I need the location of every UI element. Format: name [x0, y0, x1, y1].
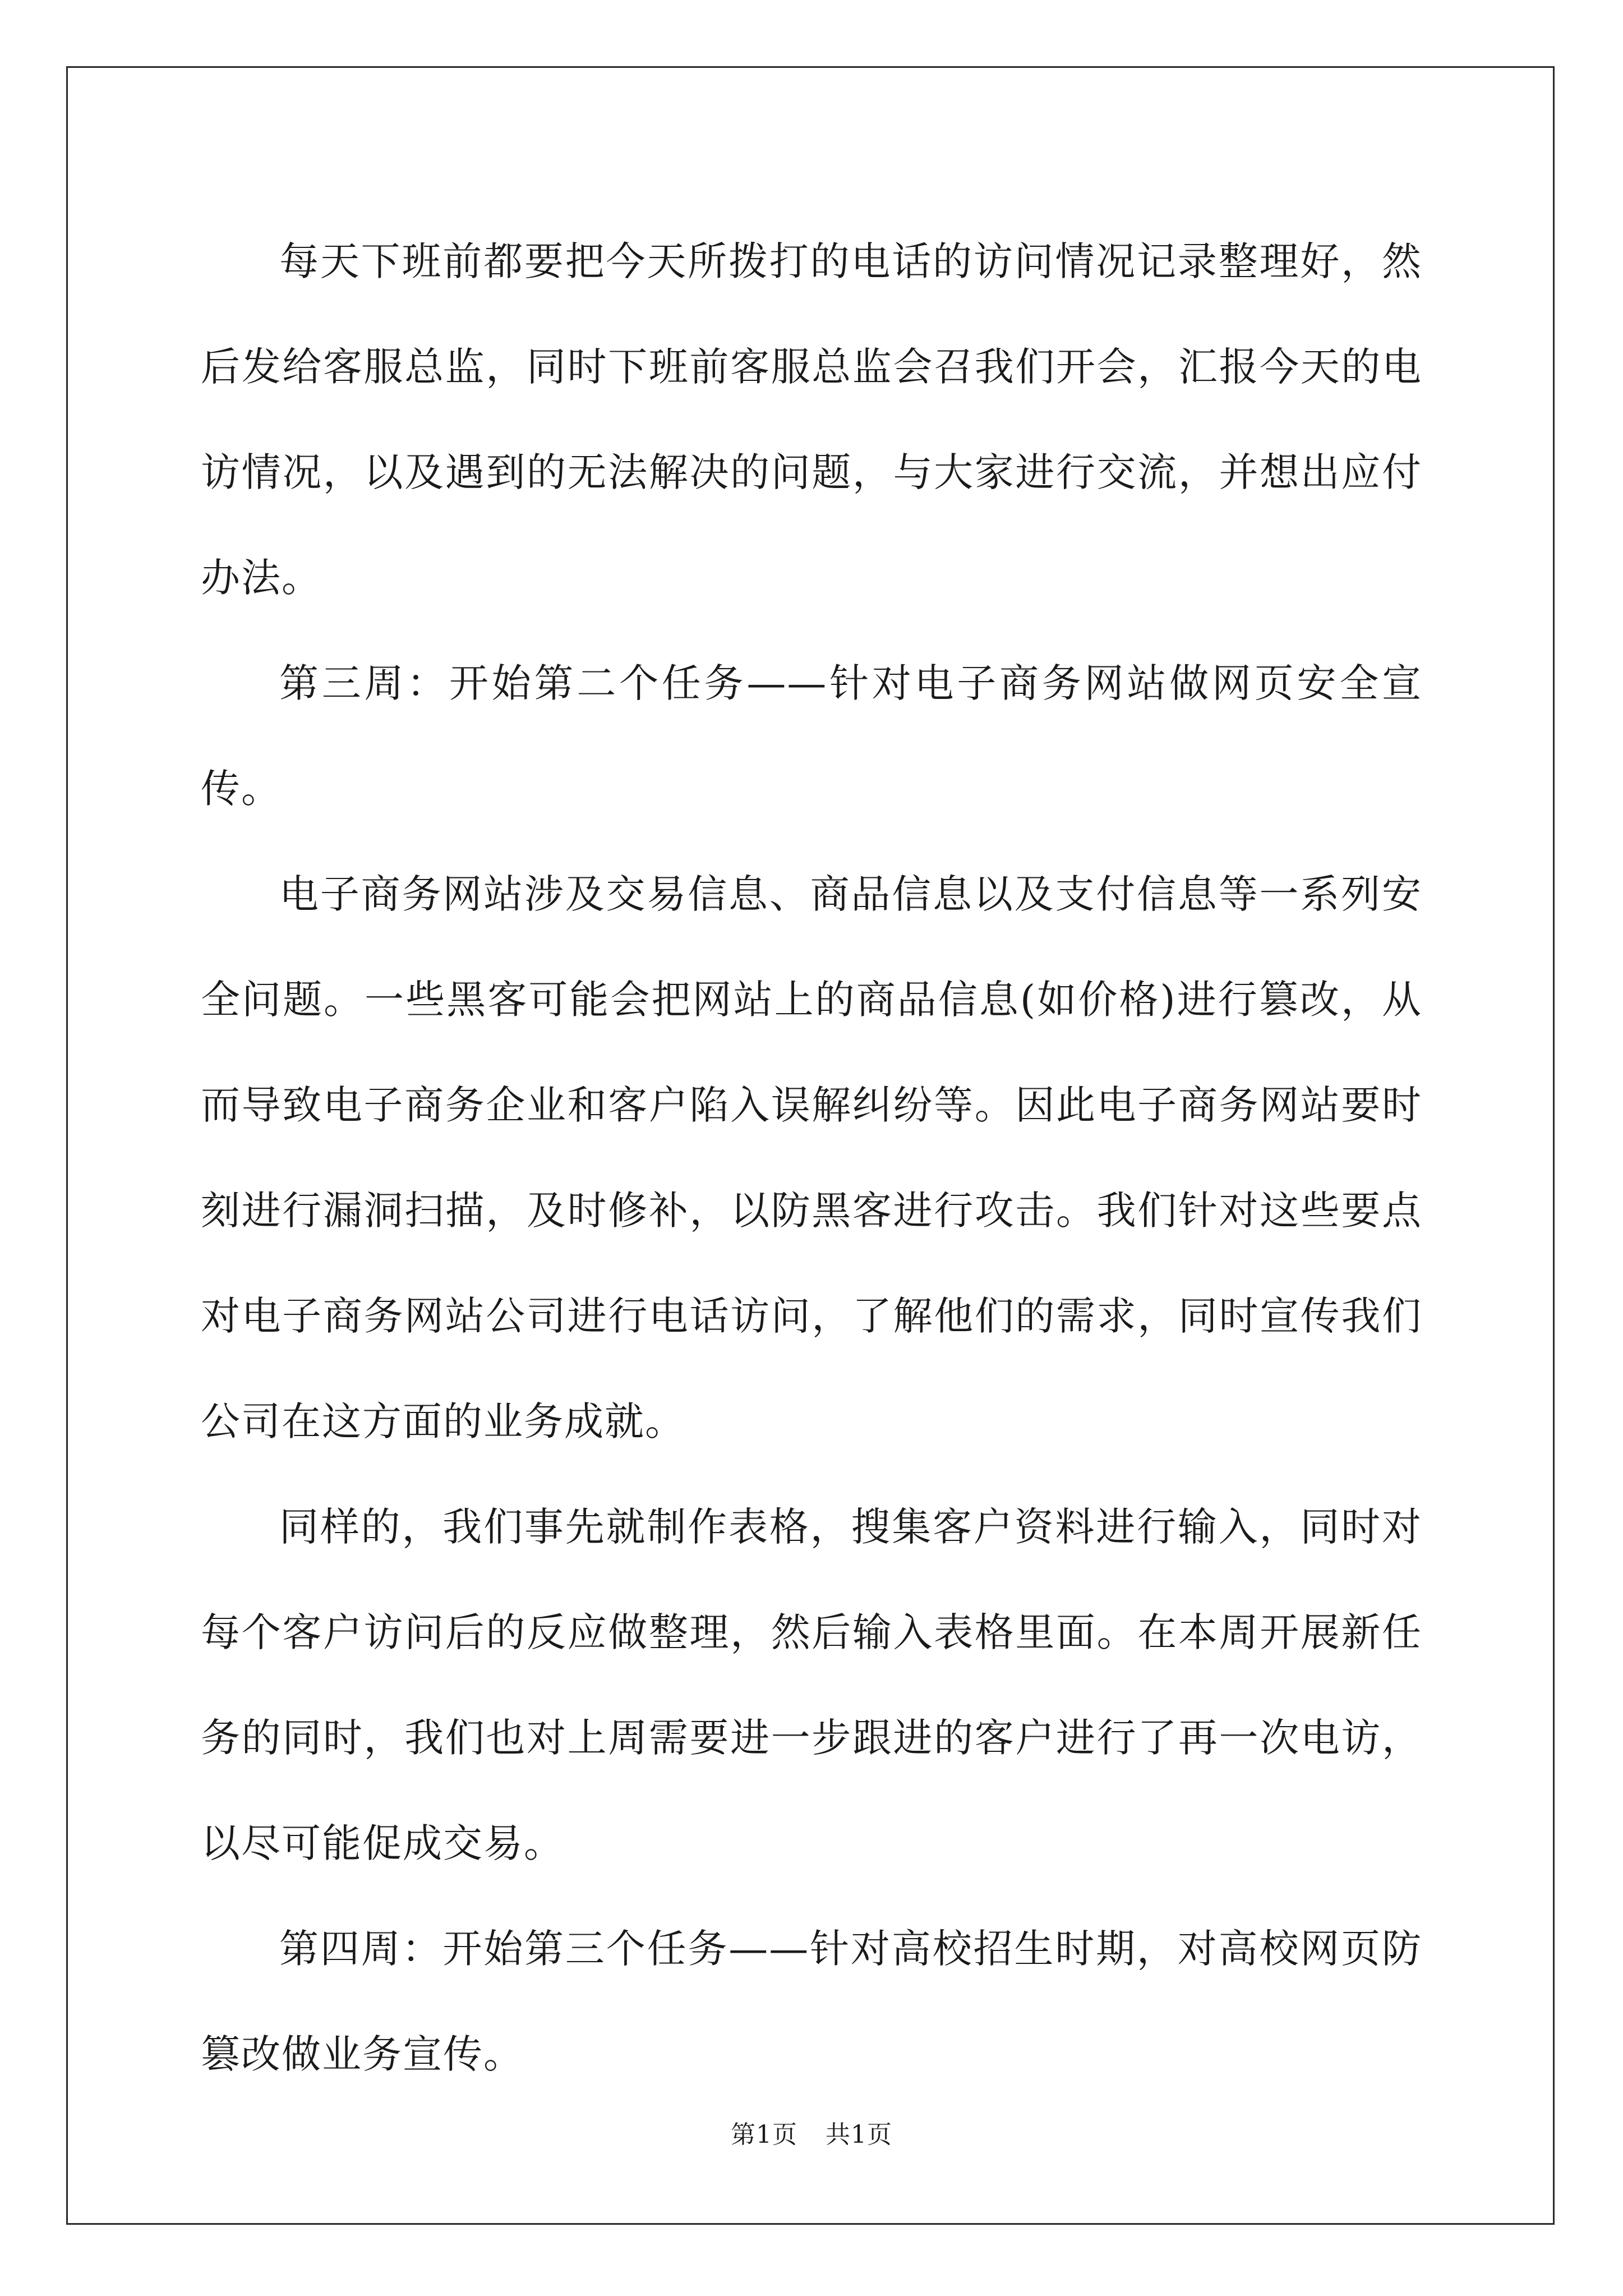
page-footer — [0, 2118, 1623, 2152]
paragraph-3: 电子商务网站涉及交易信息、商品信息以及支付信息等一系列安全问题。一些黑客可能会把网站上的商品信息(如价格)进行篡改，从而导致电子商务企业和客户陷入误解纠纷等。因此电子商务网站要时刻进行漏洞扫描，及时修补，以防黑客进行攻击。我们针对这些要点对电子商务网站公司进行电话访问，了解他们的需求，同时宣传我们公司在这方面的业务成就。 — [201, 871, 1422, 1444]
paragraph-5: 第四周：开始第三个任务——针对高校招生时期，对高校网页防篡改做业务宣传。 — [201, 1926, 1422, 2077]
paragraph-2: 第三周：开始第二个任务——针对电子商务网站做网页安全宣传。 — [201, 660, 1422, 812]
page-number: 第1页 — [731, 2120, 797, 2149]
page-total: 共1页 — [826, 2120, 892, 2149]
paragraph-1: 每天下班前都要把今天所拨打的电话的访问情况记录整理好，然后发给客服总监，同时下班前客服总监会召我们开会，汇报今天的电访情况，以及遇到的无法解决的问题，与大家进行交流，并想出应付办法。 — [201, 238, 1422, 601]
document-body — [201, 209, 1422, 2107]
paragraph-4: 同样的，我们事先就制作表格，搜集客户资料进行输入，同时对每个客户访问后的反应做整理，然后输入表格里面。在本周开展新任务的同时，我们也对上周需要进一步跟进的客户进行了再一次电访，以尽可能促成交易。 — [201, 1504, 1422, 1866]
